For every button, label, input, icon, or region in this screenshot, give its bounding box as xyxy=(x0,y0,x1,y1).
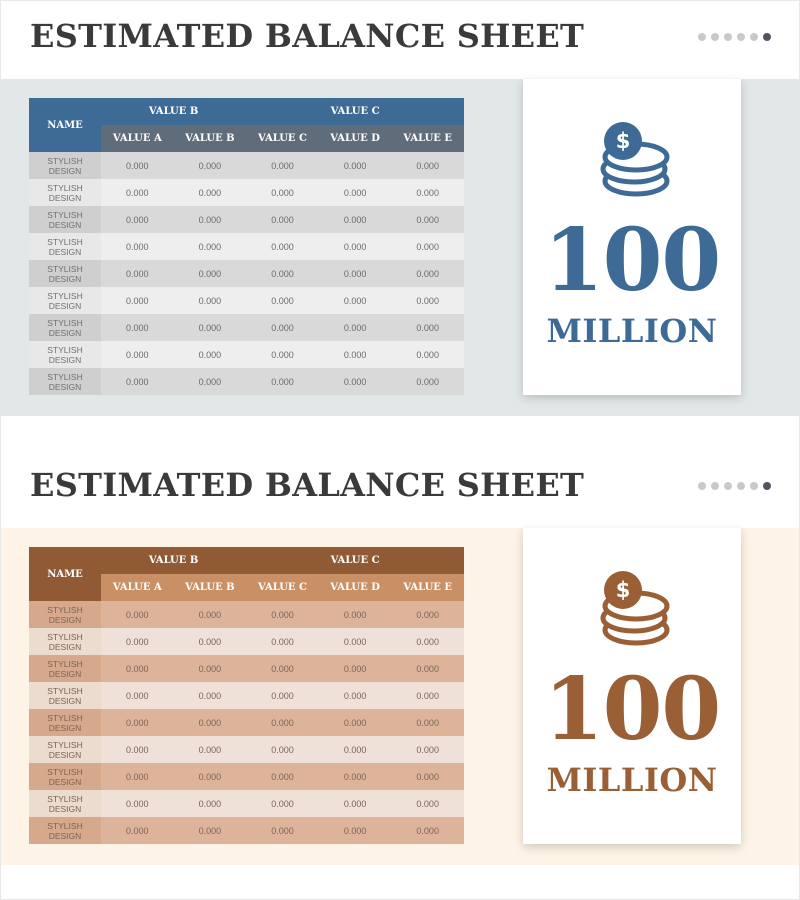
value-cell: 0.000 xyxy=(174,736,247,763)
group-header-value-b: VALUE B xyxy=(101,98,246,125)
table-row xyxy=(29,601,464,628)
row-name-line-1: STYLISH xyxy=(47,317,83,328)
highlight-unit: MILLION xyxy=(546,312,718,350)
row-name-line-1: STYLISH xyxy=(47,209,83,220)
row-name-line-1: STYLISH xyxy=(47,685,83,696)
table-row xyxy=(29,628,464,655)
value-cell: 0.000 xyxy=(319,736,392,763)
value-cell: 0.000 xyxy=(101,368,174,395)
value-cell: 0.000 xyxy=(101,206,174,233)
value-cell: 0.000 xyxy=(101,287,174,314)
column-header-value-e: VALUE E xyxy=(391,125,464,152)
column-header-value-d: VALUE D xyxy=(319,125,392,152)
value-cell: 0.000 xyxy=(101,790,174,817)
value-cell: 0.000 xyxy=(246,179,319,206)
row-name-cell xyxy=(29,817,101,844)
value-cell: 0.000 xyxy=(101,341,174,368)
value-cell: 0.000 xyxy=(174,628,247,655)
value-cell: 0.000 xyxy=(246,314,319,341)
value-cell: 0.000 xyxy=(319,260,392,287)
row-name-line-1: STYLISH xyxy=(47,712,83,723)
table-row xyxy=(29,260,464,287)
value-cell: 0.000 xyxy=(174,763,247,790)
group-header-value-c: VALUE C xyxy=(246,547,464,574)
value-cell: 0.000 xyxy=(391,763,464,790)
column-header-value-d: VALUE D xyxy=(319,574,392,601)
table-row xyxy=(29,682,464,709)
value-cell: 0.000 xyxy=(319,817,392,844)
row-name-cell xyxy=(29,152,101,179)
value-cell: 0.000 xyxy=(246,260,319,287)
row-name-line-1: STYLISH xyxy=(47,604,83,615)
value-cell: 0.000 xyxy=(391,655,464,682)
row-name-line-1: STYLISH xyxy=(47,290,83,301)
row-name-line-2: DESIGN xyxy=(48,219,82,230)
row-name-cell xyxy=(29,601,101,628)
value-cell: 0.000 xyxy=(319,601,392,628)
value-cell: 0.000 xyxy=(174,817,247,844)
pager-dot-1[interactable] xyxy=(698,482,706,490)
row-name-line-2: DESIGN xyxy=(48,668,82,679)
row-name-line-1: STYLISH xyxy=(47,155,83,166)
row-name-line-1: STYLISH xyxy=(47,371,83,382)
table-row xyxy=(29,287,464,314)
row-name-line-2: DESIGN xyxy=(48,614,82,625)
row-name-line-1: STYLISH xyxy=(47,631,83,642)
value-cell: 0.000 xyxy=(246,206,319,233)
slide-blue xyxy=(1,1,799,450)
name-column-header: NAME xyxy=(29,547,101,601)
row-name-line-1: STYLISH xyxy=(47,263,83,274)
value-cell: 0.000 xyxy=(246,790,319,817)
value-cell: 0.000 xyxy=(246,736,319,763)
row-name-line-2: DESIGN xyxy=(48,381,82,392)
pager-dot-3[interactable] xyxy=(724,482,732,490)
highlight-value: 100 xyxy=(543,210,721,311)
coins-dollar-icon xyxy=(596,570,672,648)
table-row xyxy=(29,709,464,736)
slide-title: ESTIMATED BALANCE SHEET xyxy=(30,466,585,504)
value-cell: 0.000 xyxy=(101,260,174,287)
value-cell: 0.000 xyxy=(319,152,392,179)
row-name-line-2: DESIGN xyxy=(48,273,82,284)
value-cell: 0.000 xyxy=(391,179,464,206)
value-cell: 0.000 xyxy=(246,233,319,260)
value-cell: 0.000 xyxy=(101,601,174,628)
row-name-line-2: DESIGN xyxy=(48,776,82,787)
column-header-value-e: VALUE E xyxy=(391,574,464,601)
row-name-line-2: DESIGN xyxy=(48,695,82,706)
value-cell: 0.000 xyxy=(391,341,464,368)
slide-title: ESTIMATED BALANCE SHEET xyxy=(30,17,585,55)
value-cell: 0.000 xyxy=(391,260,464,287)
slide-pager xyxy=(698,482,771,490)
highlight-card xyxy=(523,528,741,844)
value-cell: 0.000 xyxy=(101,233,174,260)
value-cell: 0.000 xyxy=(246,682,319,709)
value-cell: 0.000 xyxy=(391,233,464,260)
value-cell: 0.000 xyxy=(101,817,174,844)
row-name-line-2: DESIGN xyxy=(48,165,82,176)
value-cell: 0.000 xyxy=(101,179,174,206)
value-cell: 0.000 xyxy=(319,179,392,206)
row-name-cell xyxy=(29,206,101,233)
row-name-cell xyxy=(29,287,101,314)
table-row xyxy=(29,314,464,341)
pager-dot-5[interactable] xyxy=(750,33,758,41)
value-cell: 0.000 xyxy=(319,709,392,736)
value-cell: 0.000 xyxy=(246,655,319,682)
slide-pager xyxy=(698,33,771,41)
value-cell: 0.000 xyxy=(391,152,464,179)
row-name-line-2: DESIGN xyxy=(48,722,82,733)
value-cell: 0.000 xyxy=(246,709,319,736)
value-cell: 0.000 xyxy=(174,314,247,341)
value-cell: 0.000 xyxy=(174,790,247,817)
value-cell: 0.000 xyxy=(101,709,174,736)
value-cell: 0.000 xyxy=(174,682,247,709)
value-cell: 0.000 xyxy=(101,314,174,341)
value-cell: 0.000 xyxy=(319,628,392,655)
row-name-line-1: STYLISH xyxy=(47,344,83,355)
row-name-cell xyxy=(29,314,101,341)
row-name-line-1: STYLISH xyxy=(47,793,83,804)
value-cell: 0.000 xyxy=(246,341,319,368)
table-row xyxy=(29,790,464,817)
balance-sheet-table xyxy=(29,98,464,395)
row-name-line-2: DESIGN xyxy=(48,830,82,841)
value-cell: 0.000 xyxy=(174,655,247,682)
column-header-value-b: VALUE B xyxy=(174,574,247,601)
value-cell: 0.000 xyxy=(391,601,464,628)
value-cell: 0.000 xyxy=(391,368,464,395)
row-name-cell xyxy=(29,368,101,395)
value-cell: 0.000 xyxy=(391,314,464,341)
value-cell: 0.000 xyxy=(174,341,247,368)
value-cell: 0.000 xyxy=(246,763,319,790)
value-cell: 0.000 xyxy=(174,206,247,233)
row-name-line-1: STYLISH xyxy=(47,658,83,669)
row-name-cell xyxy=(29,260,101,287)
column-header-value-c: VALUE C xyxy=(246,574,319,601)
row-name-line-1: STYLISH xyxy=(47,236,83,247)
row-name-line-2: DESIGN xyxy=(48,354,82,365)
value-cell: 0.000 xyxy=(391,206,464,233)
group-header-value-c: VALUE C xyxy=(246,98,464,125)
value-cell: 0.000 xyxy=(391,736,464,763)
row-name-cell xyxy=(29,709,101,736)
value-cell: 0.000 xyxy=(391,628,464,655)
row-name-cell xyxy=(29,790,101,817)
value-cell: 0.000 xyxy=(391,790,464,817)
row-name-line-2: DESIGN xyxy=(48,327,82,338)
value-cell: 0.000 xyxy=(246,817,319,844)
column-header-value-a: VALUE A xyxy=(101,125,174,152)
value-cell: 0.000 xyxy=(246,287,319,314)
table-row xyxy=(29,817,464,844)
value-cell: 0.000 xyxy=(319,763,392,790)
row-name-line-2: DESIGN xyxy=(48,641,82,652)
value-cell: 0.000 xyxy=(319,682,392,709)
table-row xyxy=(29,655,464,682)
value-cell: 0.000 xyxy=(174,152,247,179)
highlight-card xyxy=(523,79,741,395)
value-cell: 0.000 xyxy=(391,709,464,736)
column-header-value-a: VALUE A xyxy=(101,574,174,601)
column-header-value-c: VALUE C xyxy=(246,125,319,152)
value-cell: 0.000 xyxy=(391,817,464,844)
value-cell: 0.000 xyxy=(319,655,392,682)
row-name-line-1: STYLISH xyxy=(47,766,83,777)
row-name-line-2: DESIGN xyxy=(48,246,82,257)
table-row xyxy=(29,763,464,790)
pager-dot-3[interactable] xyxy=(724,33,732,41)
pager-dot-6-active[interactable] xyxy=(763,33,771,41)
pager-dot-5[interactable] xyxy=(750,482,758,490)
row-name-line-1: STYLISH xyxy=(47,739,83,750)
coins-dollar-icon xyxy=(596,121,672,199)
value-cell: 0.000 xyxy=(174,601,247,628)
value-cell: 0.000 xyxy=(391,682,464,709)
table-row xyxy=(29,341,464,368)
table-row xyxy=(29,152,464,179)
value-cell: 0.000 xyxy=(246,368,319,395)
highlight-unit: MILLION xyxy=(546,761,718,799)
svg-text:$: $ xyxy=(615,578,631,602)
value-cell: 0.000 xyxy=(174,287,247,314)
value-cell: 0.000 xyxy=(246,152,319,179)
value-cell: 0.000 xyxy=(319,341,392,368)
row-name-line-1: STYLISH xyxy=(47,820,83,831)
table-row xyxy=(29,233,464,260)
balance-sheet-table xyxy=(29,547,464,844)
value-cell: 0.000 xyxy=(101,655,174,682)
value-cell: 0.000 xyxy=(246,601,319,628)
value-cell: 0.000 xyxy=(174,368,247,395)
value-cell: 0.000 xyxy=(174,709,247,736)
table-row xyxy=(29,736,464,763)
row-name-cell xyxy=(29,341,101,368)
row-name-line-1: STYLISH xyxy=(47,182,83,193)
row-name-cell xyxy=(29,736,101,763)
pager-dot-4[interactable] xyxy=(737,482,745,490)
table-row xyxy=(29,179,464,206)
pager-dot-4[interactable] xyxy=(737,33,745,41)
value-cell: 0.000 xyxy=(246,628,319,655)
row-name-cell xyxy=(29,233,101,260)
value-cell: 0.000 xyxy=(174,179,247,206)
row-name-line-2: DESIGN xyxy=(48,749,82,760)
value-cell: 0.000 xyxy=(319,287,392,314)
value-cell: 0.000 xyxy=(101,736,174,763)
value-cell: 0.000 xyxy=(319,233,392,260)
slide-brown xyxy=(1,450,799,899)
value-cell: 0.000 xyxy=(174,233,247,260)
row-name-cell xyxy=(29,179,101,206)
row-name-cell xyxy=(29,763,101,790)
value-cell: 0.000 xyxy=(319,368,392,395)
table-row xyxy=(29,368,464,395)
row-name-cell xyxy=(29,628,101,655)
row-name-line-2: DESIGN xyxy=(48,192,82,203)
row-name-cell xyxy=(29,682,101,709)
pager-dot-6-active[interactable] xyxy=(763,482,771,490)
table-row xyxy=(29,206,464,233)
value-cell: 0.000 xyxy=(101,628,174,655)
value-cell: 0.000 xyxy=(101,682,174,709)
value-cell: 0.000 xyxy=(101,763,174,790)
column-header-value-b: VALUE B xyxy=(174,125,247,152)
name-column-header: NAME xyxy=(29,98,101,152)
group-header-value-b: VALUE B xyxy=(101,547,246,574)
pager-dot-2[interactable] xyxy=(711,33,719,41)
value-cell: 0.000 xyxy=(174,260,247,287)
row-name-line-2: DESIGN xyxy=(48,803,82,814)
pager-dot-2[interactable] xyxy=(711,482,719,490)
highlight-value: 100 xyxy=(543,659,721,760)
pager-dot-1[interactable] xyxy=(698,33,706,41)
value-cell: 0.000 xyxy=(319,206,392,233)
row-name-line-2: DESIGN xyxy=(48,300,82,311)
value-cell: 0.000 xyxy=(319,314,392,341)
value-cell: 0.000 xyxy=(319,790,392,817)
value-cell: 0.000 xyxy=(101,152,174,179)
svg-text:$: $ xyxy=(615,129,631,153)
row-name-cell xyxy=(29,655,101,682)
value-cell: 0.000 xyxy=(391,287,464,314)
